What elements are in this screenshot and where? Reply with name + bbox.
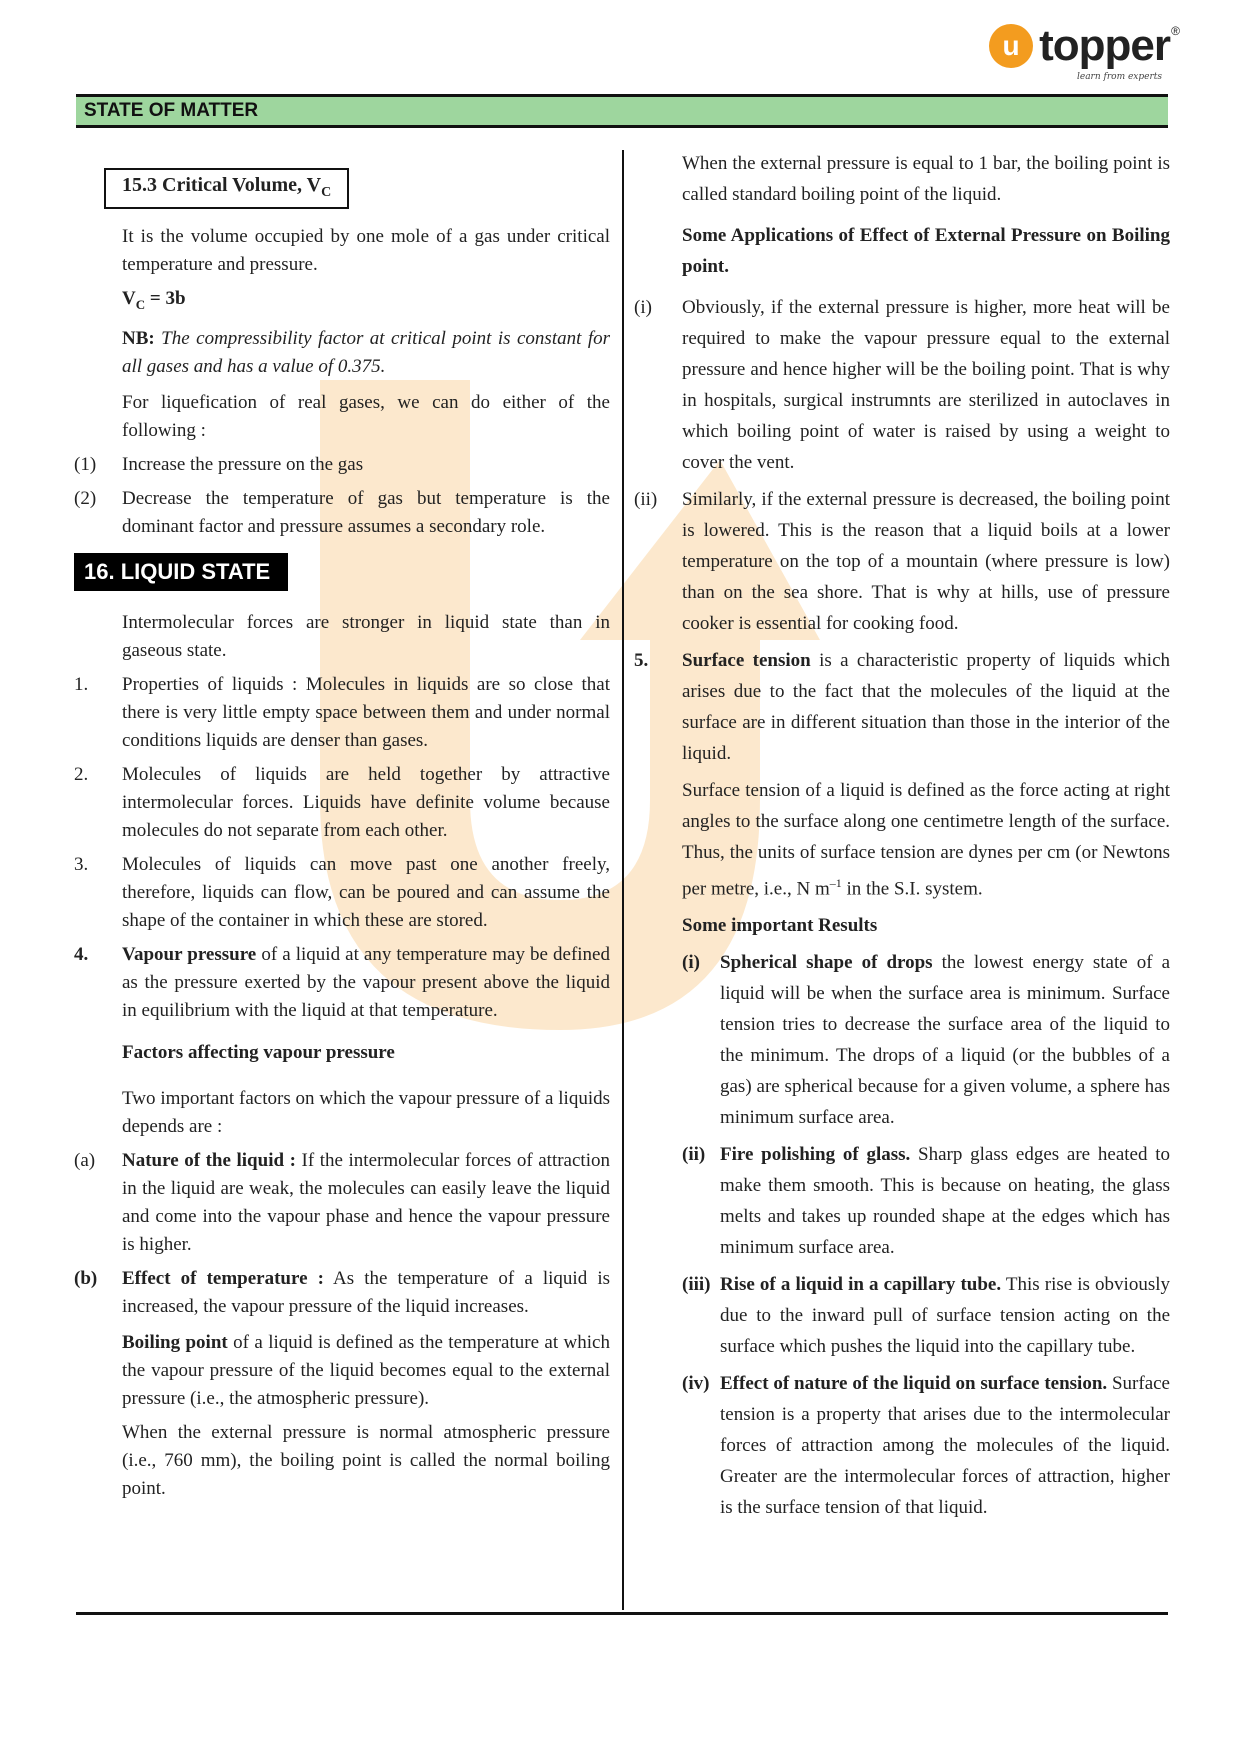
- section-15-3-title: 15.3 Critical Volume, $V_C$: [104, 168, 349, 209]
- list-item: 5. Surface tension is a characteristic property of liquids which arises due to the fact that the molecules of the liquid at the surface are in different situation than those in the interior of the liquid.: [634, 650, 1170, 764]
- critical-volume-formula: $V_C = 3b$: [122, 288, 186, 312]
- logo-text: topper: [1039, 21, 1170, 70]
- results-heading: Some important Results: [682, 915, 878, 937]
- list-item: 1. Properties of liquids : Molecules in liquids are so close that there is very little empty space between them and under normal conditions liquids are denser than gases.: [74, 673, 610, 751]
- liquefication-intro: For liquefication of real gases, we can do either of the following :: [122, 391, 610, 441]
- list-item: (iv) Effect of nature of the liquid on surface tension. Surface tension is a property that arises due to the intermolecular forces of attraction among the molecules of the liquid. Greater are the intermolecular forces of attraction, higher is the surface tension of that liquid.: [682, 1373, 1170, 1519]
- list-item: (i) Spherical shape of drops the lowest energy state of a liquid will be when the surface area is minimum. Surface tension tries to decrease the surface area of the liquid to the minimum. The drops of a liquid (or the bubbles of a gas) are spherical because for a given volume, a sphere has minimum surface area.: [682, 952, 1170, 1129]
- list-item: 3. Molecules of liquids can move past one another freely, therefore, liquids can flow, can be poured and can assume the shape of the container in which these are stored.: [74, 853, 610, 931]
- liquid-state-intro: Intermolecular forces are stronger in liquid state than in gaseous state.: [122, 611, 610, 661]
- footer-rule: [76, 1612, 1168, 1615]
- left-column: [74, 150, 610, 1503]
- column-divider: [622, 150, 624, 1610]
- registered-mark: ®: [1171, 24, 1180, 38]
- critical-volume-definition: It is the volume occupied by one mole of a gas under critical temperature and pressure.: [122, 226, 610, 275]
- list-item: 4. Vapour pressure of a liquid at any temperature may be defined as the pressure exerted by the vapour present above the liquid in equilibrium with the liquid at that temperature.: [74, 943, 610, 1021]
- list-item: (b) Effect of temperature : As the temperature of a liquid is increased, the vapour pressure of the liquid increases.: [74, 1267, 610, 1317]
- list-item: (ii) Similarly, if the external pressure is decreased, the boiling point is lowered. This is the reason that a liquid boils at a lower temperature on the top of a mountain (where pressure is low) than on the sea shore. That is why at hills, use of pressure cooker is essential for cooking food.: [634, 489, 1170, 634]
- logo-tagline: learn from experts: [1076, 72, 1162, 82]
- applications-heading: Some Applications of Effect of External Pressure on Boiling point.: [682, 225, 1170, 277]
- list-item: 2. Molecules of liquids are held together by attractive intermolecular forces. Liquids have definite volume because molecules do not separate from each other.: [74, 763, 610, 841]
- list-item: (iii) Rise of a liquid in a capillary tube. This rise is obviously due to the inward pull of surface tension acting on the surface which pushes the liquid into the capillary tube.: [682, 1274, 1170, 1358]
- chapter-header: STATE OF MATTER: [76, 94, 1168, 128]
- boiling-point-definition: Boiling point of a liquid is defined as the temperature at which the vapour pressure of the liquid becomes equal to the external pressure (i.e., the atmospheric pressure).: [122, 1331, 610, 1409]
- list-item: (1) Increase the pressure on the gas: [74, 453, 364, 475]
- list-item: (i) Obviously, if the external pressure is higher, more heat will be required to make the vapour pressure equal to the external pressure and hence higher will be the boiling point. That is why in hospitals, surgical instrumnts are sterilized in autoclaves in which boiling point of water is raised by using a weight to cover the vent.: [634, 297, 1170, 473]
- topper-logo: [989, 21, 1180, 82]
- right-column: [634, 148, 1170, 1523]
- surface-tension-definition: Surface tension of a liquid is defined as the force acting at right angles to the surface along one centimetre length of the surface. Thus, the units of surface tension are dynes per cm (or Newtons per metre, i.e., N $m^{-1}$ in the S.I. system.: [682, 780, 1170, 900]
- factors-heading: Factors affecting vapour pressure: [122, 1041, 395, 1063]
- normal-boiling-point: When the external pressure is normal atmospheric pressure (i.e., 760 mm), the boiling point is called the normal boiling point.: [122, 1421, 610, 1499]
- nb-note: NB: The compressibility factor at critical point is constant for all gases and has a value of 0.375.: [122, 327, 610, 377]
- standard-boiling-point: When the external pressure is equal to 1 bar, the boiling point is called standard boiling point of the liquid.: [682, 153, 1170, 205]
- section-16-title: 16. LIQUID STATE: [74, 553, 288, 591]
- factors-intro: Two important factors on which the vapour pressure of a liquids depends are :: [122, 1087, 610, 1137]
- list-item: (ii) Fire polishing of glass. Sharp glass edges are heated to make them smooth. This is because on heating, the glass melts and takes up rounded shape at the edges which has minimum surface area.: [682, 1144, 1171, 1259]
- list-item: (a) Nature of the liquid : If the intermolecular forces of attraction in the liquid are weak, the molecules can easily leave the liquid and come into the vapour phase and hence the vapour pressure is higher.: [74, 1149, 610, 1255]
- list-item: (2) Decrease the temperature of gas but temperature is the dominant factor and pressure assumes a secondary role.: [74, 487, 610, 537]
- logo-u-icon: u: [989, 24, 1033, 68]
